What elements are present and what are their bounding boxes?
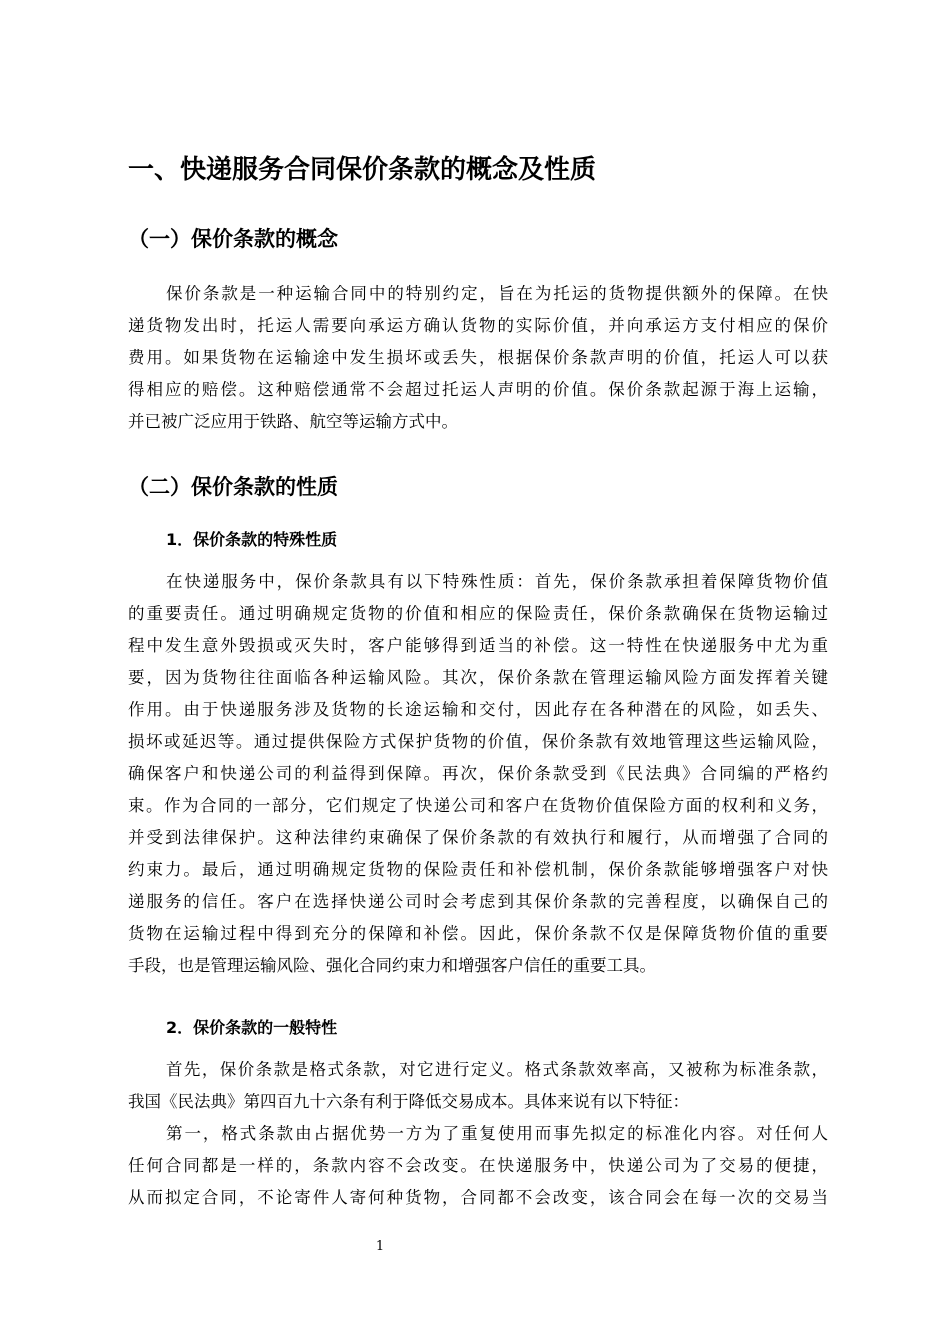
subsection-2-paragraph-2 — [128, 1118, 828, 1214]
paragraph-line: 递服务的信任。客户在选择快递公司时会考虑到其保价条款的完善程度，以确保自己的 — [128, 892, 828, 911]
paragraph-line: 首先，保价条款是格式条款，对它进行定义。格式条款效率高，又被称为标准条款， — [166, 1060, 828, 1079]
subsection-1-heading: 1．保价条款的特殊性质 — [166, 530, 338, 549]
paragraph-line: 费用。如果货物在运输途中发生损坏或丢失，根据保价条款声明的价值，托运人可以获 — [128, 348, 828, 367]
page-number: 1 — [375, 1239, 385, 1254]
subsection-2-heading: 2．保价条款的一般特性 — [166, 1018, 338, 1037]
subsection-2-paragraph-1 — [128, 1054, 828, 1118]
paragraph-line: 确保客户和快递公司的利益得到保障。再次，保价条款受到《民法典》合同编的严格约 — [128, 764, 828, 783]
section-1-heading: （一）保价条款的概念 — [128, 227, 338, 251]
paragraph-line: 的重要责任。通过明确规定货物的价值和相应的保险责任，保价条款确保在货物运输过 — [128, 604, 828, 623]
paragraph-line: 从而拟定合同，不论寄件人寄何种货物，合同都不会改变，该合同会在每一次的交易当 — [128, 1188, 828, 1207]
paragraph-line: 并已被广泛应用于铁路、航空等运输方式中。 — [128, 412, 458, 431]
paragraph-line: 第一，格式条款由占据优势一方为了重复使用而事先拟定的标准化内容。对任何人 — [166, 1124, 828, 1143]
paragraph-line: 我国《民法典》第四百九十六条有利于降低交易成本。具体来说有以下特征： — [128, 1092, 689, 1111]
paragraph-line: 程中发生意外毁损或灭失时，客户能够得到适当的补偿。这一特性在快递服务中尤为重 — [128, 636, 828, 655]
paragraph-line: 手段，也是管理运输风险、强化合同约束力和增强客户信任的重要工具。 — [128, 956, 656, 975]
section-2-heading: （二）保价条款的性质 — [128, 475, 338, 499]
section-1-paragraph — [128, 278, 828, 438]
paragraph-line: 作用。由于快递服务涉及货物的长途运输和交付，因此存在各种潜在的风险，如丢失、 — [128, 700, 828, 719]
paragraph-line: 货物在运输过程中得到充分的保障和补偿。因此，保价条款不仅是保障货物价值的重要 — [128, 924, 828, 943]
paragraph-line: 要，因为货物往往面临各种运输风险。其次，保价条款在管理运输风险方面发挥着关键 — [128, 668, 828, 687]
subsection-1-paragraph — [128, 566, 828, 982]
paragraph-line: 并受到法律保护。这种法律约束确保了保价条款的有效执行和履行，从而增强了合同的 — [128, 828, 828, 847]
paragraph-line: 递货物发出时，托运人需要向承运方确认货物的实际价值，并向承运方支付相应的保价 — [128, 316, 828, 335]
main-heading: 一、快递服务合同保价条款的概念及性质 — [128, 155, 597, 185]
paragraph-line: 在快递服务中，保价条款具有以下特殊性质：首先，保价条款承担着保障货物价值 — [166, 572, 828, 591]
paragraph-line: 保价条款是一种运输合同中的特别约定，旨在为托运的货物提供额外的保障。在快 — [166, 284, 828, 303]
paragraph-line: 任何合同都是一样的，条款内容不会改变。在快递服务中，快递公司为了交易的便捷， — [128, 1156, 828, 1175]
paragraph-line: 束。作为合同的一部分，它们规定了快递公司和客户在货物价值保险方面的权利和义务， — [128, 796, 828, 815]
paragraph-line: 损坏或延迟等。通过提供保险方式保护货物的价值，保价条款有效地管理这些运输风险， — [128, 732, 828, 751]
paragraph-line: 约束力。最后，通过明确规定货物的保险责任和补偿机制，保价条款能够增强客户对快 — [128, 860, 828, 879]
paragraph-line: 得相应的赔偿。这种赔偿通常不会超过托运人声明的价值。保价条款起源于海上运输， — [128, 380, 828, 399]
